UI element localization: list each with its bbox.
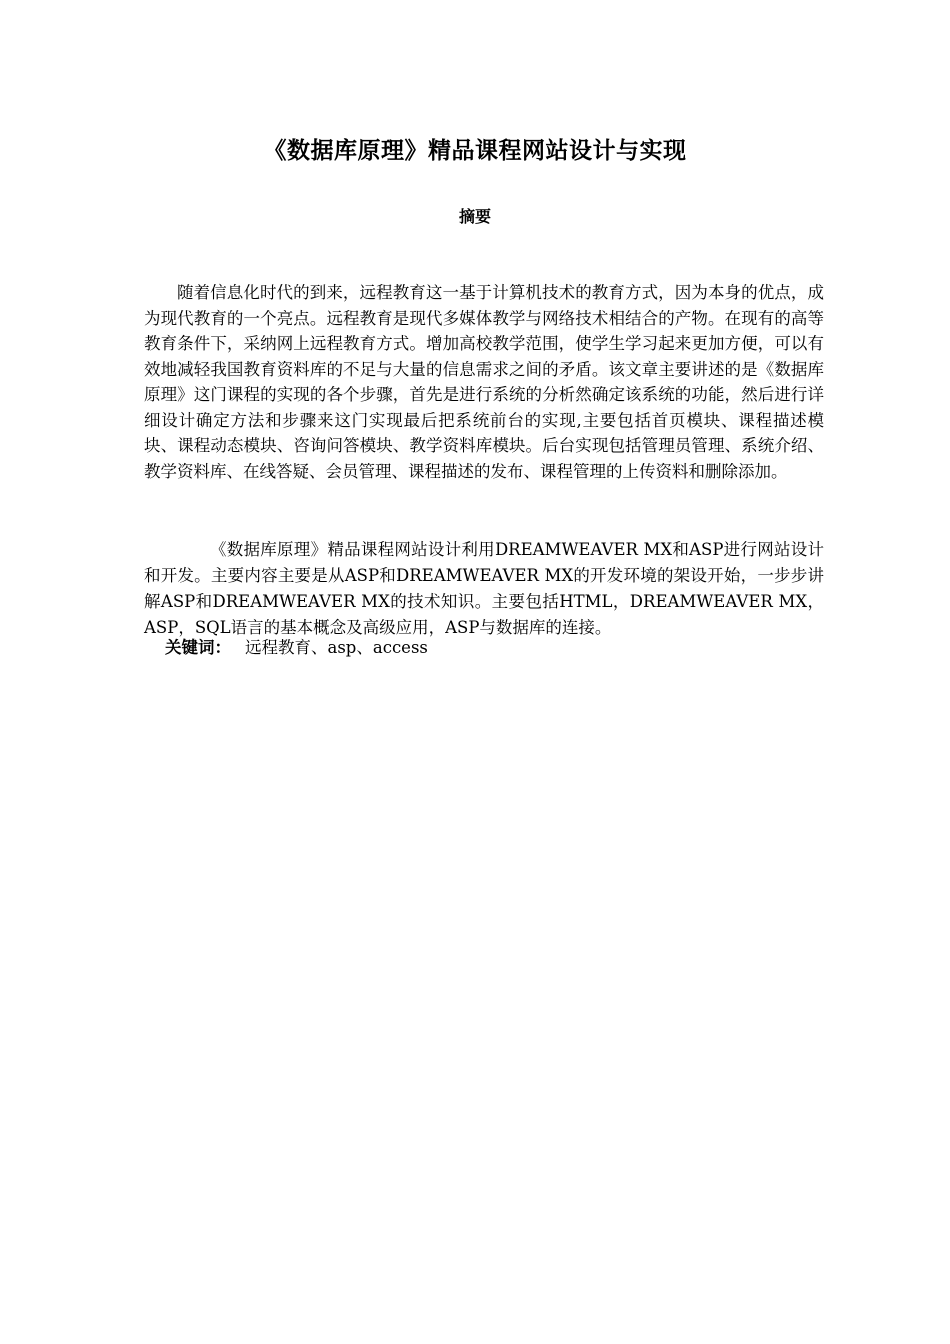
page-title: 《数据库原理》精品课程网站设计与实现 — [263, 138, 687, 164]
abstract-paragraph-1: 随着信息化时代的到来，远程教育这一基于计算机技术的教育方式，因为本身的优点，成为现代教育的一个亮点。远程教育是现代多媒体教学与网络技术相结合的产物。在现有的高等教育条件下，采纳网上远程教育方式。增加高校教学范围，使学生学习起来更加方便，可以有效地减轻我国教育资料库的不足与大量的信息需求之间的矛盾。该文章主要讲述的是《数据库原理》这门课程的实现的各个步骤，首先是进行系统的分析然确定该系统的功能，然后进行详细设计确定方法和步骤来这门实现最后把系统前台的实现,主要包括首页模块、课程描述模块、课程动态模块、咨询问答模块、教学资料库模块。后台实现包括管理员管理、系统介绍、教学资料库、在线答疑、会员管理、课程描述的发布、课程管理的上传资料和删除添加。 — [144, 283, 824, 481]
keywords-line — [165, 636, 428, 660]
abstract-paragraph-2: 《数据库原理》精品课程网站设计利用DREAMWEAVER MX和ASP进行网站设计和开发。主要内容主要是从ASP和DREAMWEAVER MX的开发环境的架设开始，一步步讲解ASP和DREAMWEAVER MX的技术知识。主要包括HTML，DREAMWEAVER MX，ASP，SQL语言的基本概念及高级应用，ASP与数据库的连接。 — [144, 540, 824, 637]
keywords-value: 远程教育、asp、access — [245, 638, 428, 657]
keywords-label: 关键词： — [165, 638, 231, 657]
abstract-heading: 摘要 — [458, 207, 491, 226]
